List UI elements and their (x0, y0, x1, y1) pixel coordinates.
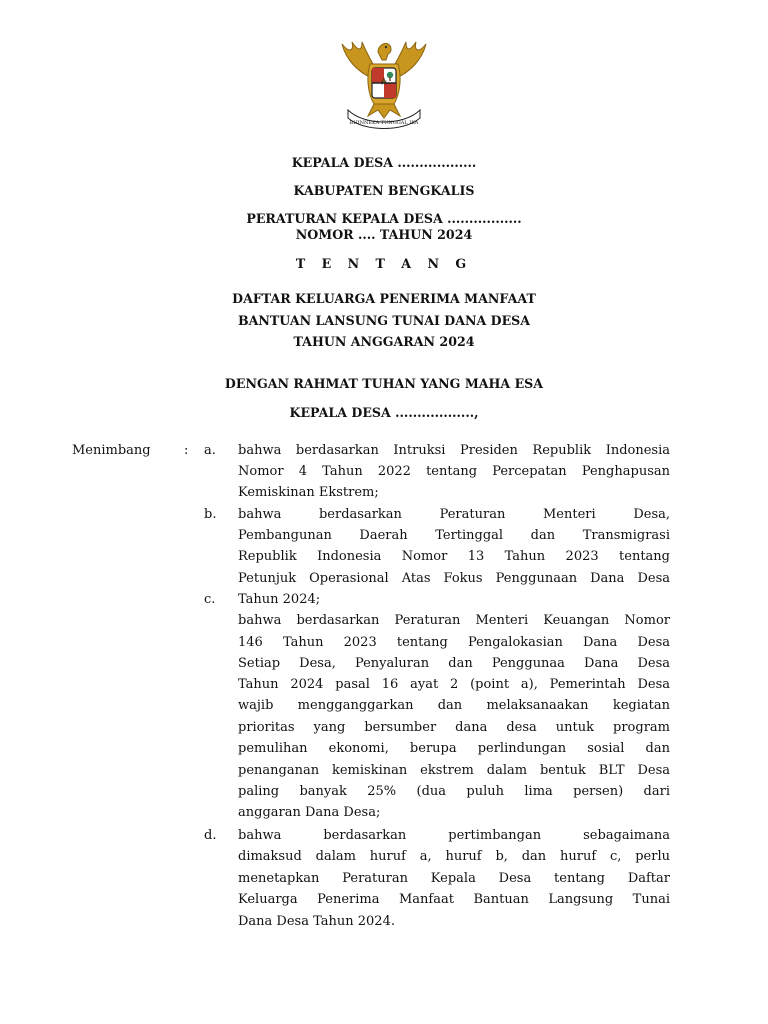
title-line-2: BANTUAN LANSUNG TUNAI DANA DESA (237, 313, 531, 328)
item-b-line: bahwa berdasarkan Peraturan Menteri Desa, (238, 507, 670, 522)
item-d-line: menetapkan Peraturan Kepala Desa tentang Daftar (238, 871, 670, 886)
item-c-line: pemulihan ekonomi, berupa perlindungan sosial dan (238, 741, 670, 756)
item-c-line: wajib mengganggarkan dan melaksanaakan kegiatan (238, 698, 670, 713)
item-a-line: Nomor 4 Tahun 2022 tentang Percepatan Penghapusan (238, 464, 670, 479)
item-d-line: Dana Desa Tahun 2024. (238, 914, 395, 929)
menimbang-colon: : (184, 443, 189, 458)
item-a-label: a. (204, 443, 216, 458)
title-line-3: TAHUN ANGGARAN 2024 (293, 334, 475, 349)
kepala-desa-heading: KEPALA DESA .................., (289, 405, 479, 420)
item-c-line: anggaran Dana Desa; (238, 805, 381, 820)
item-c-line: Tahun 2024 pasal 16 ayat 2 (point a), Pemerintah Desa (238, 677, 670, 692)
motto-text: BHINNEKA TUNGGAL IKA (349, 120, 419, 126)
item-a-line: bahwa berdasarkan Intruksi Presiden Republik Indonesia (238, 443, 670, 458)
item-d-line: dimaksud dalam huruf a, huruf b, dan huruf c, perlu (238, 849, 670, 864)
item-c-line: prioritas yang bersumber dana desa untuk program (238, 720, 670, 735)
item-b-line: Tahun 2024; (238, 592, 321, 607)
menimbang-label: Menimbang (72, 443, 151, 458)
item-c-line: 146 Tahun 2023 tentang Pengalokasian Dana Desa (238, 635, 670, 650)
garuda-tail (368, 104, 400, 118)
garuda-head (378, 43, 391, 60)
village-head-heading: KEPALA DESA .................. (291, 155, 477, 170)
item-c-label: c. (204, 592, 216, 607)
item-c-line: Setiap Desa, Penyaluran dan Penggunaa Dana Desa (238, 656, 670, 671)
regulation-number: NOMOR .... TAHUN 2024 (295, 227, 473, 242)
title-line-1: DAFTAR KELUARGA PENERIMA MANFAAT (232, 291, 536, 306)
item-b-line: Republik Indonesia Nomor 13 Tahun 2023 tentang (238, 549, 670, 564)
item-d-line: Keluarga Penerima Manfaat Bantuan Langsung Tunai (238, 892, 670, 907)
rahmat-heading: DENGAN RAHMAT TUHAN YANG MAHA ESA (224, 376, 544, 391)
item-b-line: Petunjuk Operasional Atas Fokus Penggunaan Dana Desa (238, 571, 670, 586)
item-c-line: bahwa berdasarkan Peraturan Menteri Keuangan Nomor (238, 613, 670, 628)
item-c-line: penanganan kemiskinan ekstrem dalam bentuk BLT Desa (238, 763, 670, 778)
item-d-line: bahwa berdasarkan pertimbangan sebagaimana (238, 828, 670, 843)
item-d-label: d. (204, 828, 217, 843)
item-b-line: Pembangunan Daerah Tertinggal dan Transmigrasi (238, 528, 670, 543)
garuda-pancasila-emblem (328, 38, 440, 130)
item-c-line: paling banyak 25% (dua puluh lima persen) dari (238, 784, 670, 799)
item-b-label: b. (204, 507, 217, 522)
regency-heading: KABUPATEN BENGKALIS (293, 183, 475, 198)
tentang-heading: T E N T A N G (295, 256, 473, 271)
item-a-line: Kemiskinan Ekstrem; (238, 485, 379, 500)
regulation-heading: PERATURAN KEPALA DESA ................. (246, 211, 522, 226)
